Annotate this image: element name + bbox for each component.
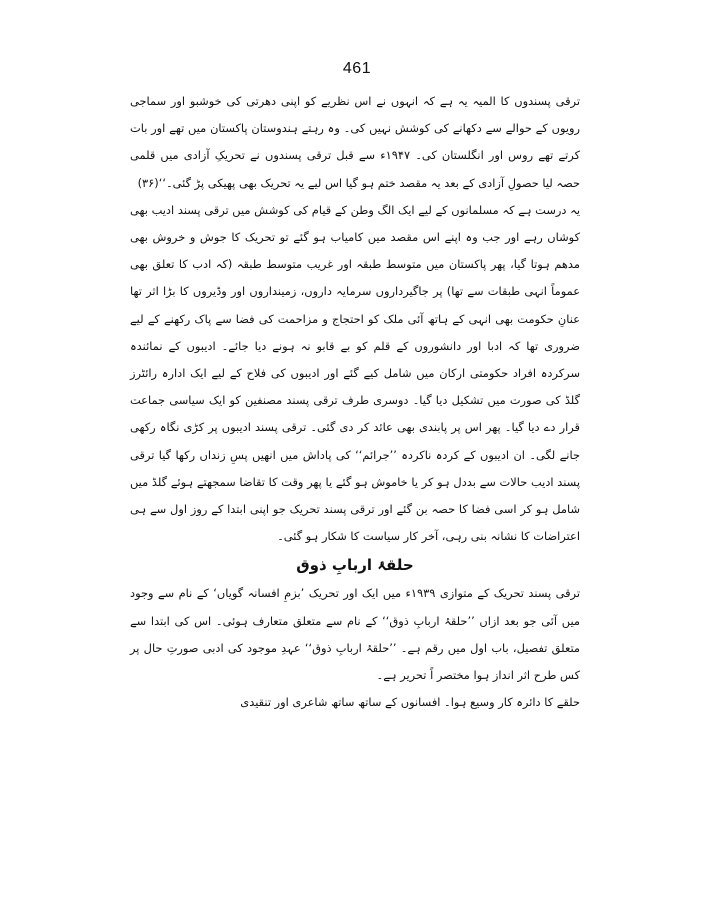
page-number: 461 [342,60,372,77]
section-heading: حلقۂ اربابِ ذوق [296,556,414,575]
paragraph-quote-end: ترقی پسندوں کا المیہ یہ ہے کہ انہوں نے اس نظریے کو اپنی دھرتی کی خوشبو اور سماجی رویوں کے حوالے سے دکھانے کی کوشش نہیں کی۔ وہ رہتے ہندوستان پاکستان میں تھے اور بات کرتے تھے روس اور انگلستان کی۔ ۱۹۴۷ء سے قبل ترقی پسندوں نے تحریکِ آزادی میں قلمی حصہ لیا حصولِ آزادی کے بعد یہ مقصد ختم ہو گیا اس لیے یہ تحریک بھی پھیکی پڑ گئی۔‘‘(۳۶) [130,94,580,190]
paragraph-progressive-movement: یہ درست ہے کہ مسلمانوں کے لیے ایک الگ وطن کے قیام کی کوشش میں ترقی پسند ادیب بھی کوشاں رہے اور جب وہ اپنے اس مقصد میں کامیاب ہو گئے تو تحریک کا جوش و خروش بھی مدھم ہوتا گیا، پھر پاکستان میں متوسط طبقہ اور غریب متوسط طبقہ (کہ ادب کا تعلق بھی عموماً انہی طبقات سے تھا) پر جاگیرداروں سرمایہ داروں، زمینداروں اور وڈیروں کا بڑا اثر تھا عنانِ حکومت بھی انہی کے ہاتھ آئی ملک کو احتجاج و مزاحمت کی فضا سے پاک رکھنے کے لیے ضروری تھا کہ ادبا اور دانشوروں کے قلم کو بے قابو نہ ہونے دیا جائے۔ ادیبوں کے نمائندہ سرکردہ افراد حکومتی ارکان میں شامل کیے گئے اور ادیبوں کی فلاح کے لیے ایک ادارہ رائٹرز گلڈ کی صورت میں تشکیل دیا گیا۔ دوسری طرف ترقی پسند مصنفین کو ایک سیاسی جماعت قرار دے دیا گیا۔ پھر اس پر پابندی بھی عائد کر دی گئی۔ ترقی پسند ادیبوں پر کڑی نگاہ رکھی جانے لگی۔ ان ادیبوں کے کردہ ناکردہ ’’جرائم‘‘ کی پاداش میں انھیں پسِ زنداں رکھا گیا ترقی پسند ادیب حالات سے بددل ہو کر یا خاموش ہو گئے یا پھر وقت کا تقاضا سمجھتے ہوئے گلڈ میں شامل ہو کر اسی فضا کا حصہ بن گئے اور ترقی پسند تحریک جو اپنی ابتدا کے روز اول سے ہی اعتراضات کا نشانہ بنی رہی، آخر کار سیاست کا شکار ہو گئی۔ [130,202,580,544]
paragraph-halqa-scope: حلقے کا دائرہ کار وسیع ہوا۔ افسانوں کے ساتھ ساتھ شاعری اور تنقیدی [240,695,580,710]
paragraph-halqa-intro: ترقی پسند تحریک کے متوازی ۱۹۳۹ء میں ایک اور تحریک ’بزمِ افسانہ گویاں‘ کے نام سے وجود میں آئی جو بعد ازاں ’’حلقۂ اربابِ ذوق‘‘ کے نام سے متعلق متعارف ہوئی۔ اس کی ابتدا سے متعلق تفصیل، باب اول میں رقم ہے۔ ’’حلقۂ اربابِ ذوق‘‘ عہدِ موجود کی ادبی صورتِ حال پر کس طرح اثر انداز ہوا مختصر اً تحریر ہے۔ [130,586,580,683]
page-body [130,88,580,716]
